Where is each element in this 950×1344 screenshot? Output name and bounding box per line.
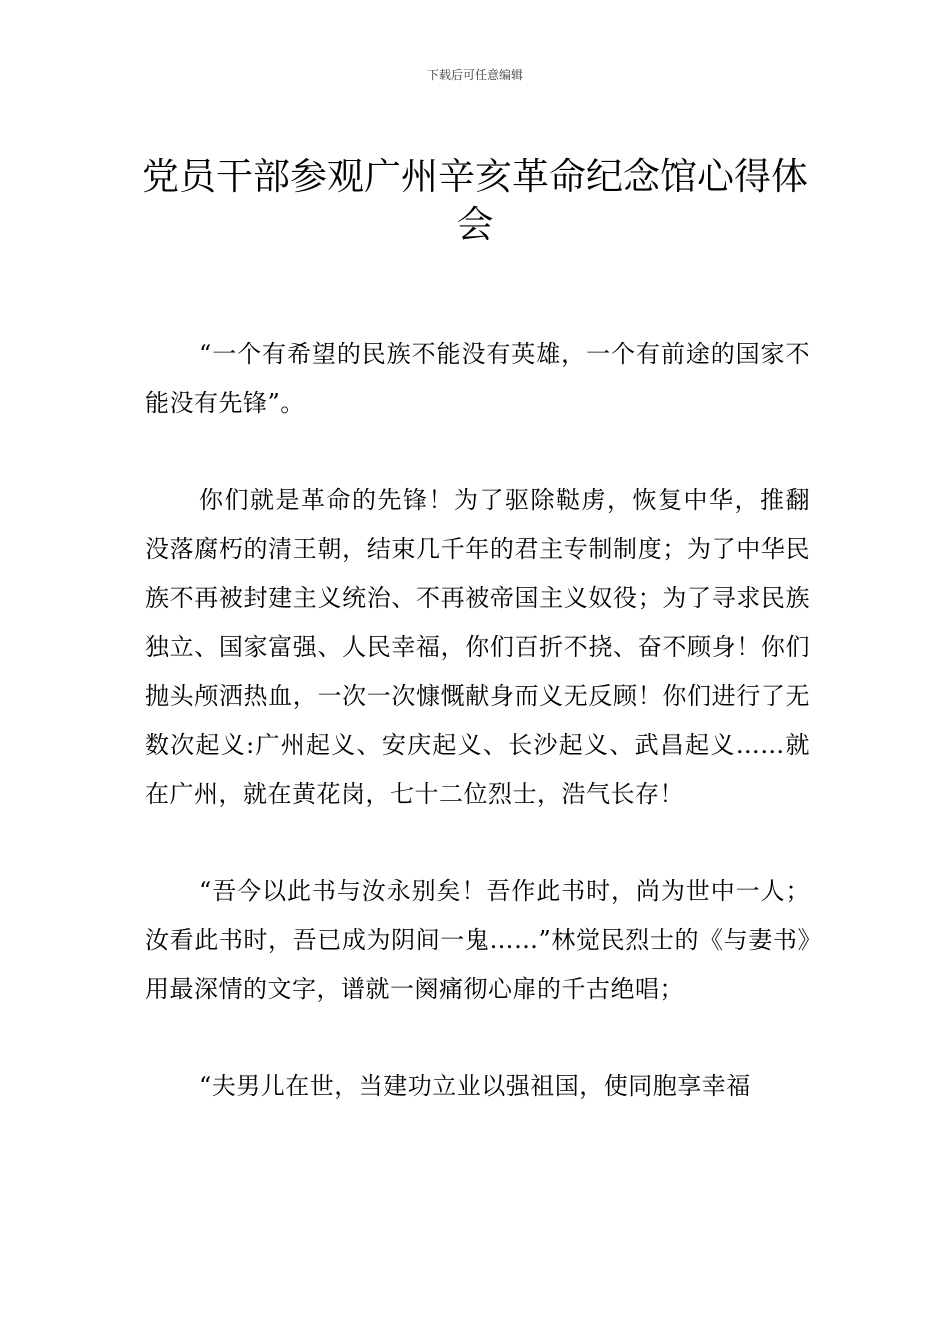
paragraph-2: 你们就是革命的先锋！为了驱除鞑虏，恢复中华，推翻没落腐朽的清王朝，结束几千年的君主专制制度；为了中华民族不再被封建主义统治、不再被帝国主义奴役；为了寻求民族独立、国家富强、人民幸福，你们百折不挠、奋不顾身！你们抛头颅洒热血，一次一次慷慨献身而义无反顾！你们进行了无数次起义:广州起义、安庆起义、长沙起义、武昌起义……就在广州，就在黄花岗，七十二位烈士，浩气长存！ [145,486,810,808]
document-title: 党员干部参观广州辛亥革命纪念馆心得体会 [142,154,808,246]
document-body [145,330,810,1111]
paragraph-3: “吾今以此书与汝永别矣！吾作此书时，尚为世中一人；汝看此书时，吾已成为阴间一鬼……”林觉民烈士的《与妻书》用最深情的文字，谱就一阕痛彻心扉的千古绝唱； [145,877,810,1003]
header-note: 下载后可任意编辑 [426,68,523,82]
paragraph-1: “一个有希望的民族不能没有英雄，一个有前途的国家不能没有先锋”。 [145,340,810,417]
paragraph-4: “夫男儿在世，当建功立业以强祖国，使同胞享幸福 [199,1072,751,1100]
